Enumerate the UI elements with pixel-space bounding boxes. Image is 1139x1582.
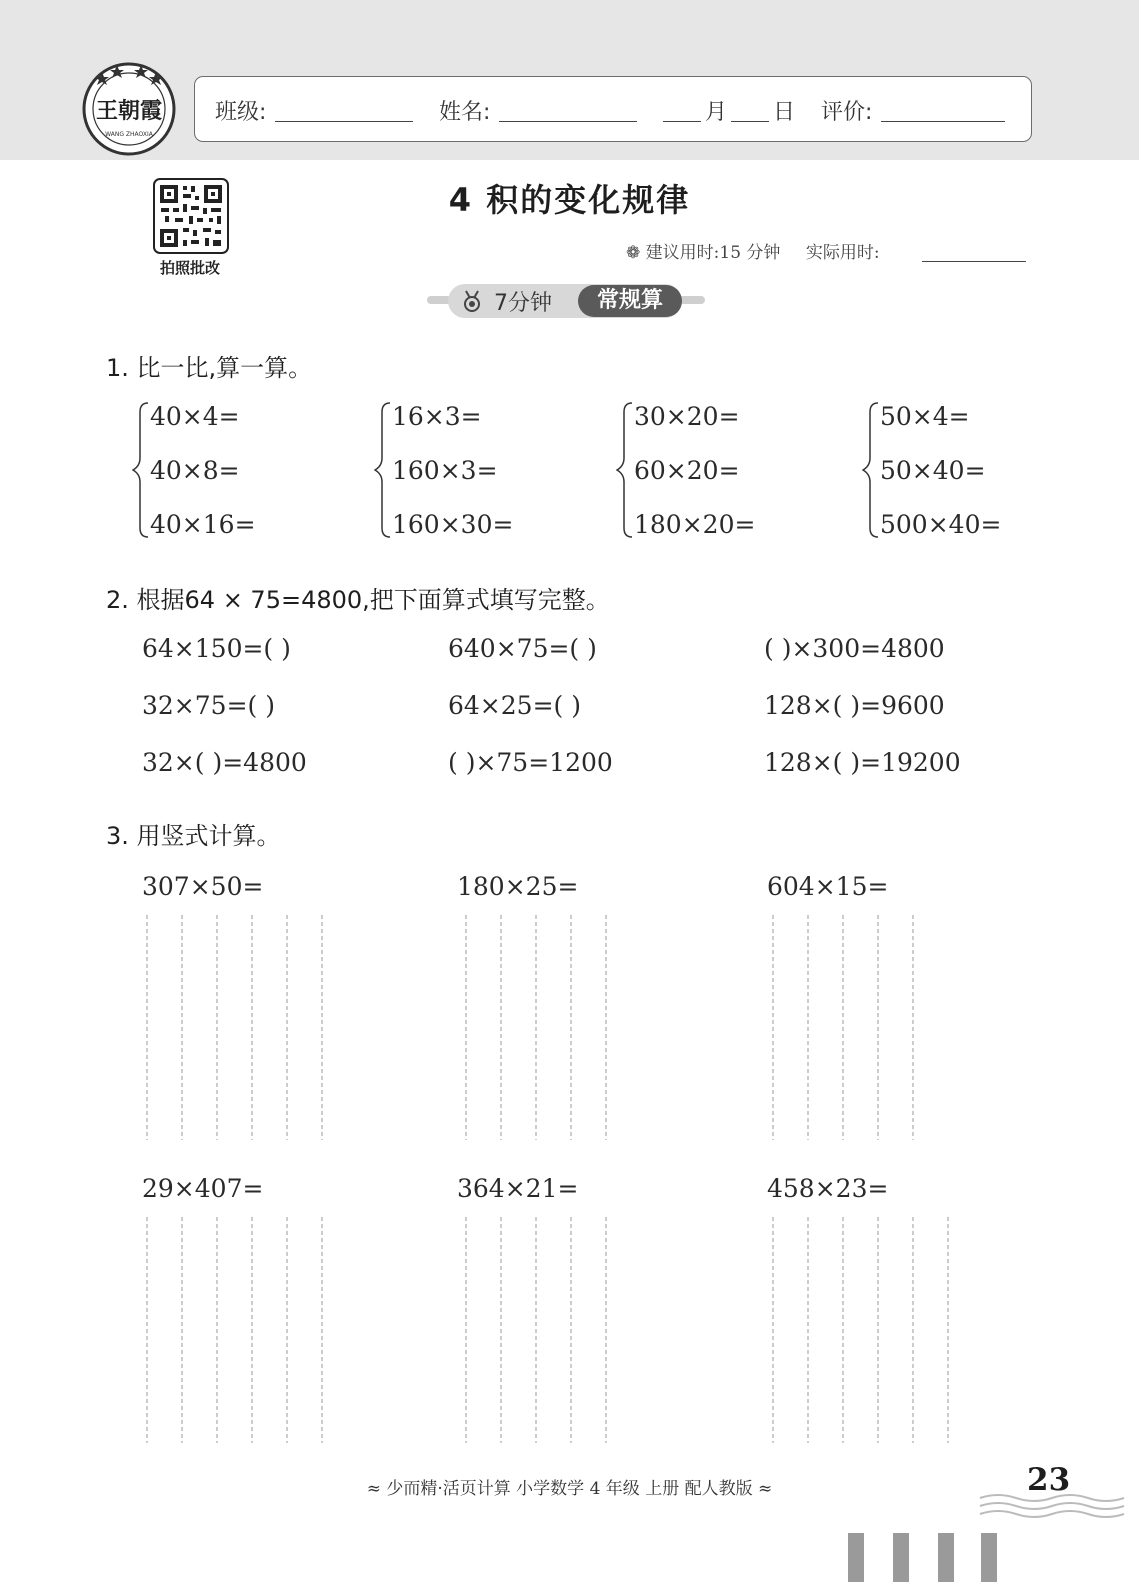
actual-time-label: 实际用时: — [805, 243, 880, 263]
lesson-title: 4 积的变化规律 — [448, 181, 691, 219]
q3-problem: 180×25= — [457, 872, 579, 901]
wave-icon: ≈ — [758, 1479, 773, 1499]
q2-item[interactable]: 32×75=( ) — [142, 691, 275, 720]
q1-expression: 160×3= — [392, 456, 498, 485]
q1-expression: 40×16= — [150, 510, 256, 539]
q2-item[interactable]: 64×25=( ) — [448, 691, 581, 720]
q3-problem: 604×15= — [767, 872, 889, 901]
q2-item[interactable]: ( )×300=4800 — [764, 634, 945, 663]
section-tag: 常规算 — [578, 285, 682, 317]
q3-problem: 307×50= — [142, 872, 264, 901]
svg-text:WANG ZHAOXIA: WANG ZHAOXIA — [105, 131, 153, 138]
wave-icon: ≈ — [366, 1479, 381, 1499]
q3-problem: 458×23= — [767, 1174, 889, 1203]
q2-heading: 2. 根据64 × 75=4800,把下面算式填写完整。 — [106, 586, 610, 614]
q2-item[interactable]: 128×( )=9600 — [764, 691, 945, 720]
q1-expression: 500×40= — [880, 510, 1002, 539]
page-number: 23 — [1027, 1462, 1071, 1498]
q1-expression: 60×20= — [634, 456, 740, 485]
edge-marker-bars — [848, 1533, 1008, 1582]
wave-decoration-icon — [978, 1490, 1128, 1520]
flower-icon: ❁ — [626, 243, 641, 263]
q3-problem: 364×21= — [457, 1174, 579, 1203]
class-label: 班级: — [215, 100, 267, 125]
day-label: 日 — [773, 100, 796, 125]
q1-expression: 40×4= — [150, 402, 240, 431]
qr-label: 拍照批改 — [159, 259, 220, 277]
suggested-time: 建议用时:15 分钟 — [645, 243, 781, 263]
footer — [0, 1474, 1139, 1499]
q2-item[interactable]: 640×75=( ) — [448, 634, 597, 663]
q2-item[interactable]: 32×( )=4800 — [142, 748, 307, 777]
q1-expression: 180×20= — [634, 510, 756, 539]
rating-label: 评价: — [821, 100, 873, 125]
q3-problem: 29×407= — [142, 1174, 264, 1203]
month-label: 月 — [705, 100, 728, 125]
q1-expression: 50×4= — [880, 402, 970, 431]
q1-expression: 30×20= — [634, 402, 740, 431]
q1-expression: 16×3= — [392, 402, 482, 431]
logo-text: 王朝霞 — [95, 98, 163, 124]
q1-expression: 50×40= — [880, 456, 986, 485]
q1-expression: 160×30= — [392, 510, 514, 539]
q2-item[interactable]: ( )×75=1200 — [448, 748, 613, 777]
q3-heading: 3. 用竖式计算。 — [106, 822, 281, 850]
section-time: 7分钟 — [494, 291, 552, 316]
footer-text: 少而精·活页计算 小学数学 4 年级 上册 配人教版 — [386, 1479, 753, 1499]
q1-expression: 40×8= — [150, 456, 240, 485]
q2-item[interactable]: 128×( )=19200 — [764, 748, 961, 777]
q2-item[interactable]: 64×150=( ) — [142, 634, 291, 663]
q1-heading: 1. 比一比,算一算。 — [106, 354, 313, 382]
name-label: 姓名: — [439, 100, 491, 125]
